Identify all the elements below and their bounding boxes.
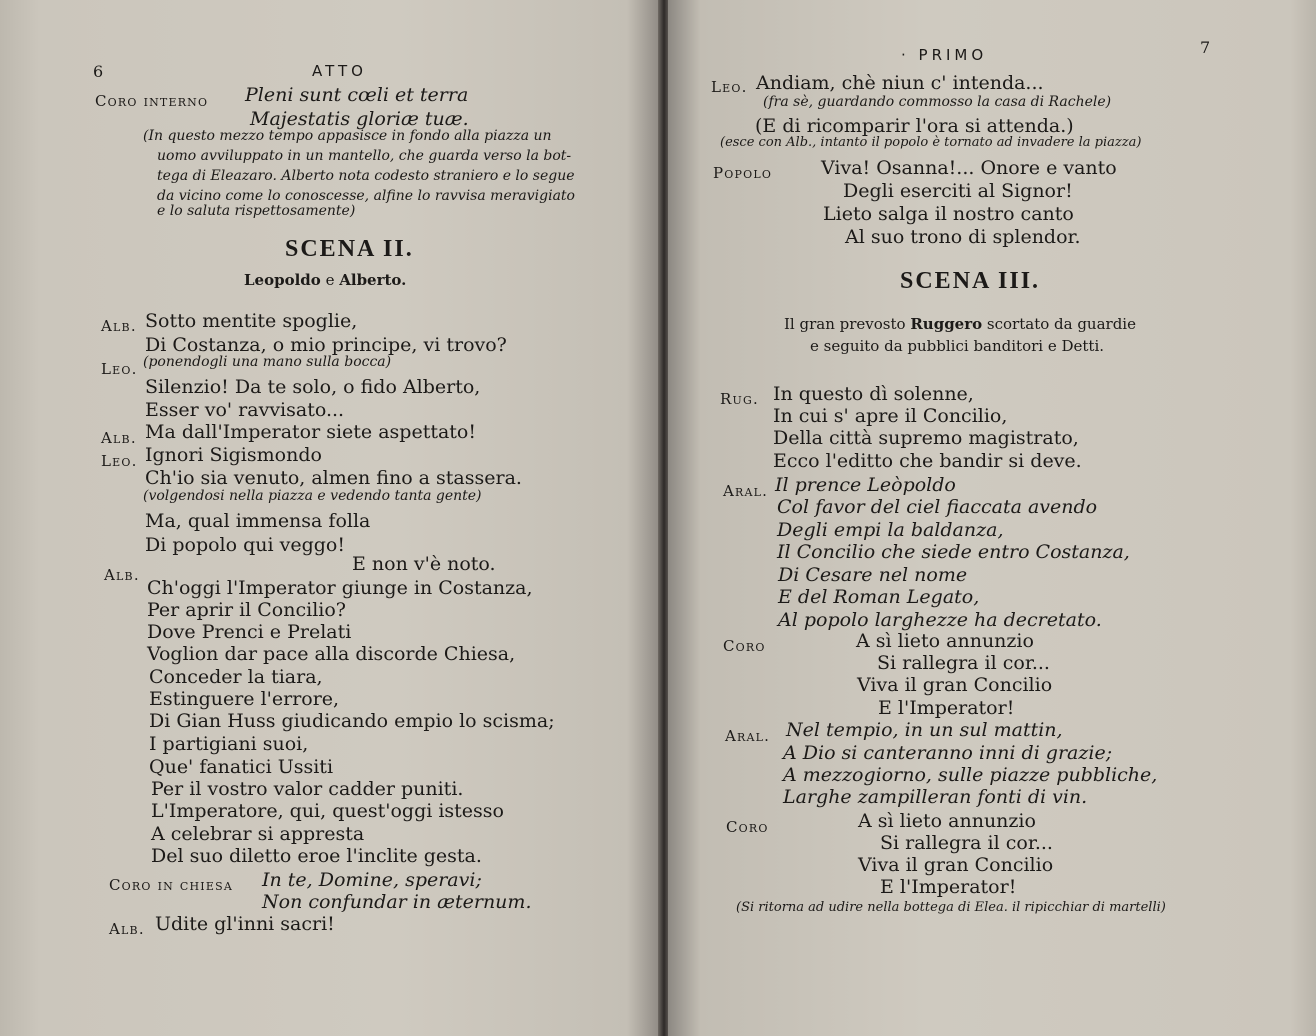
- speaker: Leo.: [101, 360, 138, 378]
- stage-direction-line: uomo avviluppato in un mantello, che guarda verso la bot-: [157, 148, 572, 164]
- verse-line: Ma dall'Imperator siete aspettato!: [145, 421, 477, 443]
- speaker-coro: Coro: [723, 637, 766, 655]
- verse-line: (E di ricomparir l'ora si attenda.): [755, 115, 1074, 137]
- stage-direction-line: e lo saluta rispettosamente): [157, 203, 356, 219]
- verse-line: A celebrar si appresta: [151, 823, 365, 845]
- verse-line: Di Costanza, o mio principe, vi trovo?: [145, 334, 507, 356]
- verse-line: Voglion dar pace alla discorde Chiesa,: [147, 643, 516, 665]
- verse-line: Nel tempio, in un sul mattin,: [786, 719, 1063, 741]
- speaker-popolo: Popolo: [713, 164, 773, 182]
- verse-line: Si rallegra il cor...: [877, 652, 1050, 674]
- character-name: Alberto.: [339, 271, 407, 289]
- verse-line: Lieto salga il nostro canto: [823, 203, 1074, 225]
- verse-line: Degli eserciti al Signor!: [843, 180, 1073, 202]
- scene-characters: [784, 315, 1136, 333]
- verse-line: Degli empi la baldanza,: [777, 519, 1004, 541]
- scene-title: SCENA III.: [900, 268, 1041, 294]
- verse-line: Que' fanatici Ussiti: [149, 756, 334, 778]
- verse-line: E l'Imperator!: [878, 697, 1015, 719]
- verse-line: A Dio si canteranno inni di grazie;: [783, 742, 1113, 764]
- stage-direction-line: tega di Eleazaro. Alberto nota codesto straniero e lo segue: [157, 168, 575, 184]
- verse-line: Di Gian Huss giudicando empio lo scisma;: [149, 710, 555, 732]
- verse-line: Ch'oggi l'Imperator giunge in Costanza,: [147, 577, 533, 599]
- speaker-coro: Coro: [726, 818, 769, 836]
- conjunction: e: [325, 271, 335, 289]
- running-head: · PRIMO: [901, 46, 988, 64]
- verse-line: Udite gl'inni sacri!: [155, 913, 335, 935]
- verse-line: Al popolo larghezze ha decretato.: [778, 609, 1102, 631]
- verse-line: Majestatis gloriæ tuæ.: [250, 108, 469, 130]
- verse-line: Per aprir il Concilio?: [147, 599, 346, 621]
- verse-line: Della città supremo magistrato,: [773, 427, 1079, 449]
- stage-direction: (Si ritorna ad udire nella bottega di Elea. il ripicchiar di martelli): [736, 900, 1166, 915]
- speaker-coro-in-chiesa: Coro in chiesa: [109, 876, 233, 894]
- right-page: [668, 0, 1316, 1036]
- verse-line: Dove Prenci e Prelati: [147, 621, 352, 643]
- verse-line: Estinguere l'errore,: [149, 688, 340, 710]
- character-name: Leopoldo: [244, 271, 321, 289]
- verse-line: Ecco l'editto che bandir si deve.: [773, 450, 1082, 472]
- verse-line: E l'Imperator!: [880, 876, 1017, 898]
- speaker: Alb.: [101, 429, 137, 447]
- verse-line: Di popolo qui veggo!: [145, 534, 346, 556]
- verse-line: Viva il gran Concilio: [858, 854, 1054, 876]
- character-name: Ruggero: [910, 315, 983, 333]
- verse-line: I partigiani suoi,: [149, 733, 309, 755]
- verse-line: Col favor del ciel fiaccata avendo: [777, 496, 1098, 518]
- verse-line: In cui s' apre il Concilio,: [773, 405, 1008, 427]
- verse-line: E del Roman Legato,: [778, 586, 980, 608]
- verse-line: Per il vostro valor cadder puniti.: [151, 778, 464, 800]
- scene-characters: [244, 271, 406, 289]
- speaker: Rug.: [720, 390, 759, 408]
- verse-line: L'Imperatore, qui, quest'oggi istesso: [151, 800, 504, 822]
- scene-characters-line-2: e seguito da pubblici banditori e Detti.: [810, 337, 1105, 355]
- verse-line: E non v'è noto.: [352, 553, 496, 575]
- verse-line: Sotto mentite spoglie,: [145, 310, 358, 332]
- verse-line: Larghe zampilleran fonti di vin.: [783, 786, 1088, 808]
- stage-direction: (ponendogli una mano sulla bocca): [143, 354, 392, 370]
- verse-line: Silenzio! Da te solo, o fido Alberto,: [145, 376, 481, 398]
- page-number: 6: [93, 62, 104, 81]
- stage-direction-line: da vicino come lo conoscesse, alfine lo ravvisa meravigiato: [157, 188, 575, 204]
- verse-line: Non confundar in æternum.: [262, 891, 532, 913]
- page-number: 7: [1200, 38, 1211, 57]
- verse-line: In questo dì solenne,: [773, 383, 974, 405]
- scene-title: SCENA II.: [285, 236, 414, 262]
- stage-direction: (volgendosi nella piazza e vedendo tanta gente): [143, 488, 482, 504]
- verse-line: Il Concilio che siede entro Costanza,: [777, 541, 1130, 563]
- verse-line: Ch'io sia venuto, almen fino a stassera.: [145, 467, 522, 489]
- character-role: Il gran prevosto: [784, 315, 906, 333]
- stage-direction-line: (In questo mezzo tempo appasisce in fondo alla piazza un: [143, 128, 552, 144]
- verse-line: A sì lieto annunzio: [856, 630, 1034, 652]
- verse-line: Di Cesare nel nome: [778, 564, 968, 586]
- verse-line: Si rallegra il cor...: [880, 832, 1053, 854]
- verse-line: Viva il gran Concilio: [857, 674, 1053, 696]
- verse-line: Del suo diletto eroe l'inclite gesta.: [151, 845, 482, 867]
- verse-line: Conceder la tiara,: [149, 666, 323, 688]
- verse-line: A mezzogiorno, sulle piazze pubbliche,: [783, 764, 1158, 786]
- verse-line: Andiam, chè niun c' intenda...: [756, 72, 1044, 94]
- speaker: Leo.: [101, 452, 138, 470]
- verse-line: Ma, qual immensa folla: [145, 510, 371, 532]
- verse-line: In te, Domine, speravi;: [262, 869, 482, 891]
- speaker: Aral.: [723, 482, 769, 500]
- speaker: Alb.: [104, 566, 140, 584]
- verse-line: Viva! Osanna!... Onore e vanto: [821, 157, 1117, 179]
- character-note: scortato da guardie: [986, 315, 1136, 333]
- speaker: Aral.: [725, 727, 771, 745]
- verse-line: Pleni sunt cœli et terra: [245, 84, 469, 106]
- verse-line: Ignori Sigismondo: [145, 444, 322, 466]
- speaker-coro-interno: Coro interno: [95, 92, 209, 110]
- speaker: Alb.: [101, 317, 137, 335]
- stage-direction: (esce con Alb., intanto il popolo è tornato ad invadere la piazza): [720, 135, 1142, 150]
- speaker: Alb.: [109, 920, 145, 938]
- verse-line: Esser vo' ravvisato...: [145, 399, 345, 421]
- verse-line: Il prence Leòpoldo: [775, 474, 956, 496]
- verse-line: Al suo trono di splendor.: [845, 226, 1081, 248]
- stage-direction: (fra sè, guardando commosso la casa di Rachele): [763, 94, 1112, 110]
- running-head: ATTO: [312, 62, 367, 80]
- speaker: Leo.: [711, 78, 748, 96]
- verse-line: A sì lieto annunzio: [858, 810, 1036, 832]
